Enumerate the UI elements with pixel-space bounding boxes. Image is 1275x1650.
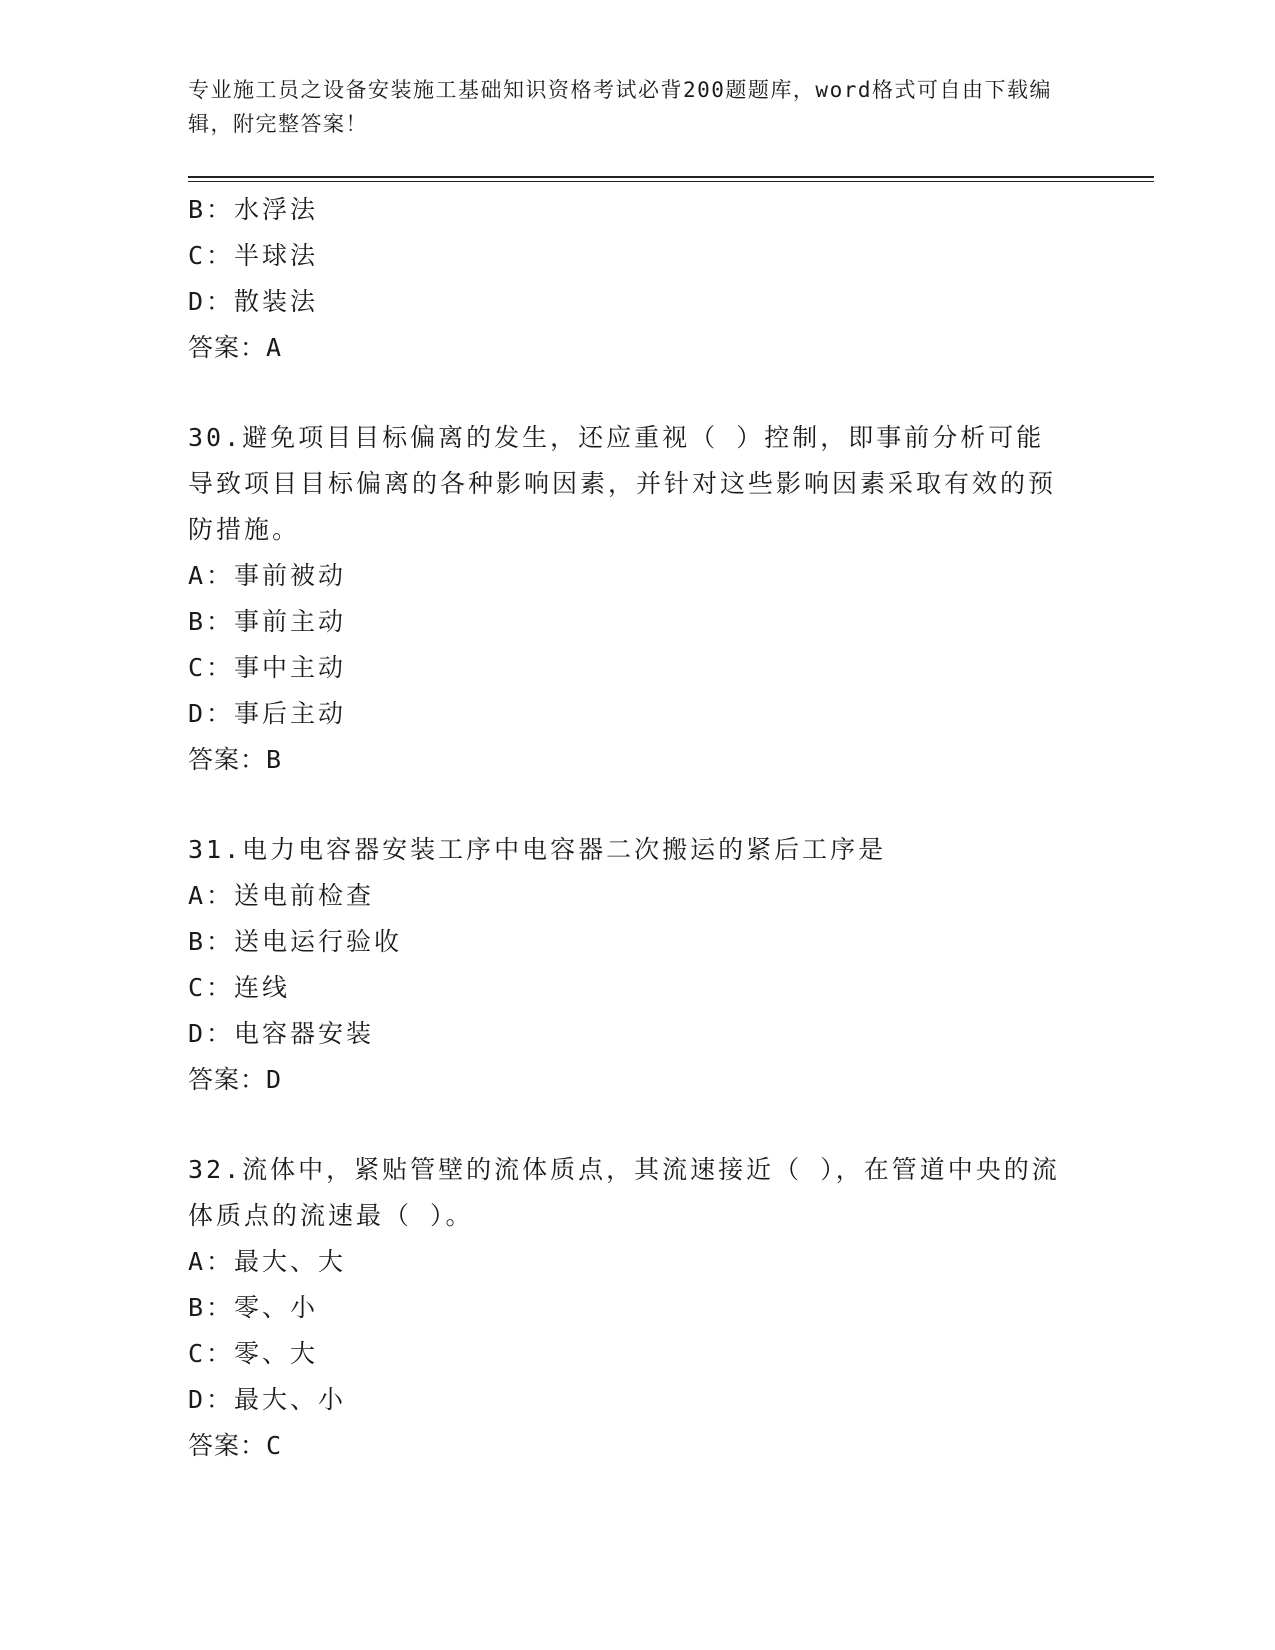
option-d: D：散装法 (188, 287, 319, 316)
question-list (188, 187, 1068, 1469)
header-rule-thin (188, 181, 1154, 182)
option-c: C：事中主动 (188, 653, 347, 682)
option-c: C：连线 (188, 973, 291, 1002)
option-d: D：事后主动 (188, 699, 347, 728)
question-text: 31.电力电容器安装工序中电容器二次搬运的紧后工序是 (188, 835, 887, 864)
question-block-32 (188, 1147, 1068, 1469)
answer-line: 答案：D (188, 1065, 283, 1094)
question-block-29 (188, 187, 1068, 371)
option-a: A：送电前检查 (188, 881, 375, 910)
question-text: 32.流体中，紧贴管壁的流体质点，其流速接近（ ），在管道中央的流体质点的流速最（ ）。 (188, 1155, 1060, 1230)
question-block-31 (188, 827, 1068, 1103)
option-c: C：零、大 (188, 1339, 319, 1368)
option-b: B：送电运行验收 (188, 927, 403, 956)
question-block-30 (188, 415, 1068, 783)
option-c: C：半球法 (188, 241, 319, 270)
answer-line: 答案：B (188, 745, 283, 774)
question-text: 30.避免项目目标偏离的发生，还应重视（ ）控制，即事前分析可能导致项目目标偏离的各种影响因素，并针对这些影响因素采取有效的预防措施。 (188, 423, 1057, 544)
option-b: B：事前主动 (188, 607, 347, 636)
option-d: D：电容器安装 (188, 1019, 375, 1048)
option-d: D：最大、小 (188, 1385, 347, 1414)
answer-line: 答案：A (188, 333, 283, 362)
option-b: B：水浮法 (188, 195, 319, 224)
option-b: B：零、小 (188, 1293, 319, 1322)
header-rule-thick (188, 176, 1154, 178)
document-header: 专业施工员之设备安装施工基础知识资格考试必背200题题库，word格式可自由下载编辑，附完整答案！ (188, 78, 1052, 136)
option-a: A：事前被动 (188, 561, 347, 590)
option-a: A：最大、大 (188, 1247, 347, 1276)
answer-line: 答案：C (188, 1431, 283, 1460)
